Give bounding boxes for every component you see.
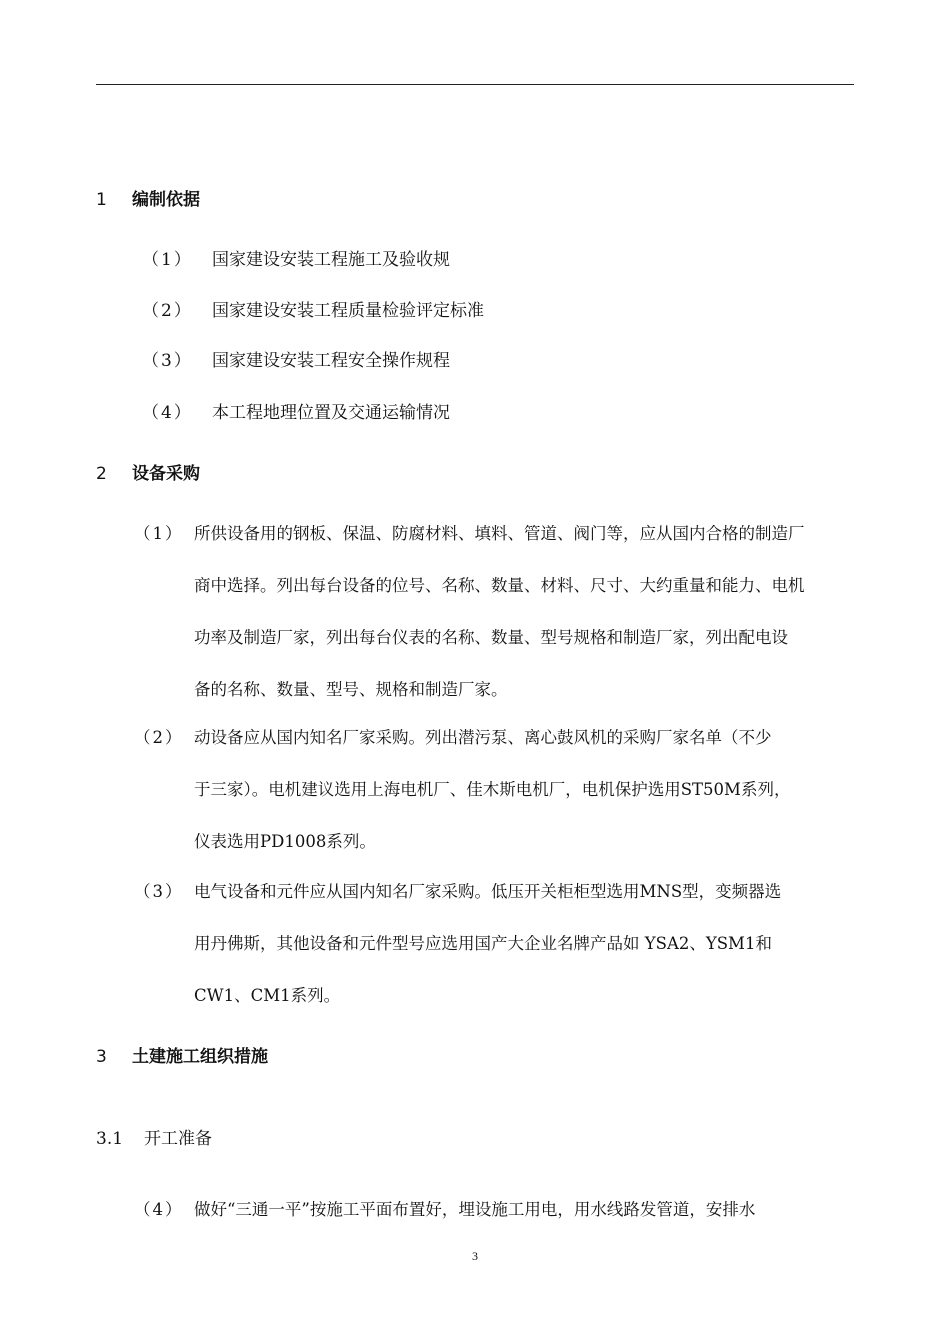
item-label: （2） [142, 301, 193, 321]
reference-item [142, 398, 450, 423]
item-label: （3） [134, 882, 184, 901]
item-line: 电气设备和元件应从国内知名厂家采购。低压开关柜柜型选用MNS型，变频器选 [194, 882, 782, 901]
item-line: 于三家）。电机建议选用上海电机厂、佳木斯电机厂，电机保护选用ST50M系列， [194, 780, 791, 799]
item-line: 用丹佛斯，其他设备和元件型号应选用国产大企业名牌产品如 YSA2、YSM1和 [194, 934, 772, 953]
reference-item [142, 296, 484, 321]
section-heading-3 [96, 1042, 268, 1067]
item-line: 商中选择。列出每台设备的位号、名称、数量、材料、尺寸、大约重量和能力、电机 [194, 576, 805, 595]
item-text: 本工程地理位置及交通运输情况 [212, 403, 450, 423]
section-title: 编制依据 [132, 190, 200, 210]
section-title: 设备采购 [132, 464, 200, 484]
item-text: 国家建设安装工程施工及验收规 [212, 250, 450, 270]
header-rule [96, 84, 854, 85]
item-text: 国家建设安装工程质量检验评定标准 [212, 301, 484, 321]
section-number: 3 [96, 1047, 107, 1067]
reference-item [142, 346, 450, 371]
item-line: CW1、CM1系列。 [194, 986, 341, 1005]
section-title: 土建施工组织措施 [132, 1047, 268, 1067]
item-text: 国家建设安装工程安全操作规程 [212, 351, 450, 371]
section-number: 2 [96, 464, 107, 484]
item-label: （1） [142, 250, 193, 270]
section-number: 1 [96, 190, 107, 210]
subsection-title: 开工准备 [144, 1129, 212, 1149]
item-line: 所供设备用的钢板、保温、防腐材料、填料、管道、阀门等，应从国内合格的制造厂 [194, 524, 805, 543]
item-label: （3） [142, 351, 193, 371]
reference-item [142, 245, 450, 270]
item-label: （2） [134, 728, 184, 747]
item-line: 仪表选用PD1008系列。 [194, 832, 376, 851]
subsection-number: 3.1 [96, 1129, 124, 1149]
item-line: 做好“三通一平”按施工平面布置好，埋设施工用电，用水线路发管道，安排水 [194, 1200, 756, 1219]
page-number: 3 [472, 1249, 478, 1263]
item-label: （4） [142, 403, 193, 423]
subsection-heading [96, 1124, 212, 1149]
item-label: （4） [134, 1200, 184, 1219]
item-line: 备的名称、数量、型号、规格和制造厂家。 [194, 680, 508, 699]
item-line: 动设备应从国内知名厂家采购。列出潜污泵、离心鼓风机的采购厂家名单（不少 [194, 728, 772, 747]
item-label: （1） [134, 524, 184, 543]
section-heading-1 [96, 185, 200, 210]
item-line: 功率及制造厂家，列出每台仪表的名称、数量、型号规格和制造厂家，列出配电设 [194, 628, 788, 647]
section-heading-2 [96, 459, 200, 484]
